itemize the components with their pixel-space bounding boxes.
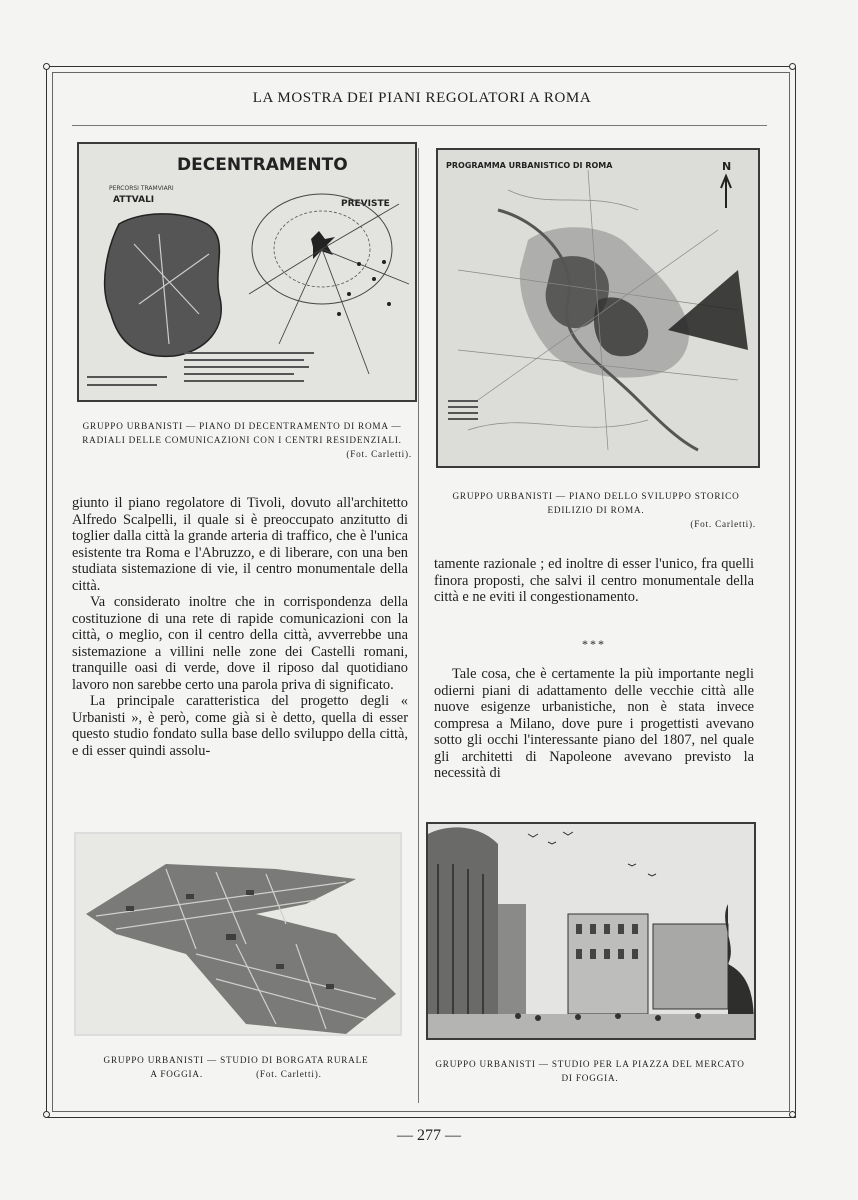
corner-ornament [789,63,796,70]
figure-label: DECENTRAMENTO [177,155,348,175]
paragraph: Tale cosa, che è certamente la più importante negli odierni piani di adattamento delle vecchie città alle nuove esigenze urbanistiche, non è stata invece compresa a Milano, dove pure i progettisti avevano sotto gli occhi l'interessante piano del 1807, nel quale gli architetti di Napoleone avevano previsto la necessità di [434,666,754,781]
figure-caption [72,419,412,461]
body-text-right-2 [434,666,754,782]
photo-credit: (Fot. Carletti). [346,449,412,459]
paragraph: tamente razionale ; ed inoltre di esser l'unico, fra quelli finora proposti, che salvi il centro monumentale della città e ne eviti il congestionamento. [434,556,754,605]
page-number: — 277 — [397,1127,461,1144]
figure-label: PREVISTE [341,199,390,209]
figure-label: N [722,160,732,173]
photo-credit: (Fot. Carletti). [690,519,756,529]
corner-ornament [43,63,50,70]
running-header: LA MOSTRA DEI PIANI REGOLATORI A ROMA [252,90,592,106]
caption-line: EDILIZIO DI ROMA. [547,505,645,515]
figure-caption [420,1057,760,1085]
figure-programma-urbanistico [436,148,760,468]
figure-label: ATTVALI [113,195,155,205]
corner-ornament [789,1111,796,1118]
figure-caption [74,1053,398,1081]
body-text-left [72,495,408,759]
caption-line: GRUPPO URBANISTI — STUDIO DI BORGATA RURALE [103,1055,369,1065]
figure-piazza-mercato [426,822,756,1040]
paragraph: giunto il piano regolatore di Tivoli, dovuto all'architetto Alfredo Scalpelli, il quale si è preoccupato anzitutto di toglier dalla città la grande arteria di traffico, che è l'unica esistente tra Roma e l'Abruzzo, e di liberare, con una ben studiata sistemazione di vie, il centro monumentale della città. [72,495,408,594]
figure-caption [436,489,756,531]
figure-label: PERCORSI TRAMVIARI [109,185,174,192]
caption-line: DI FOGGIA. [561,1073,619,1083]
caption-line: A FOGGIA. [150,1069,203,1079]
section-separator: *** [582,637,606,651]
figure-borgata-rurale [74,832,402,1036]
corner-ornament [43,1111,50,1118]
body-text-right-1 [434,556,754,606]
caption-line: GRUPPO URBANISTI — PIANO DI DECENTRAMENTO DI ROMA — [82,421,402,431]
caption-line: RADIALI DELLE COMUNICAZIONI CON I CENTRI RESIDENZIALI. [82,435,402,445]
paragraph: Va considerato inoltre che in corrispondenza della costituzione di una rete di rapide comunicazioni con la città, o meglio, con il centro della città, avverrebbe una sistemazione a villini nelle zone dei Castelli romani, tranquille oasi di verde, dove il riposo dal quotidiano lavoro non sarebbe certo una parola priva di significato. [72,594,408,693]
caption-line: GRUPPO URBANISTI — STUDIO PER LA PIAZZA DEL MERCATO [435,1059,745,1069]
photo-credit: (Fot. Carletti). [256,1069,322,1079]
paragraph: La principale caratteristica del progetto degli « Urbanisti », è però, come già si è detto, quella di esser questo studio fondato sulla base dello sviluppo della città, e di esser quindi assolu- [72,693,408,759]
figure-label: PROGRAMMA URBANISTICO DI ROMA [446,161,613,170]
caption-line: GRUPPO URBANISTI — PIANO DELLO SVILUPPO STORICO [452,491,740,501]
figure-decentramento [77,142,417,402]
column-divider [418,148,419,1103]
header-rule [72,125,767,126]
